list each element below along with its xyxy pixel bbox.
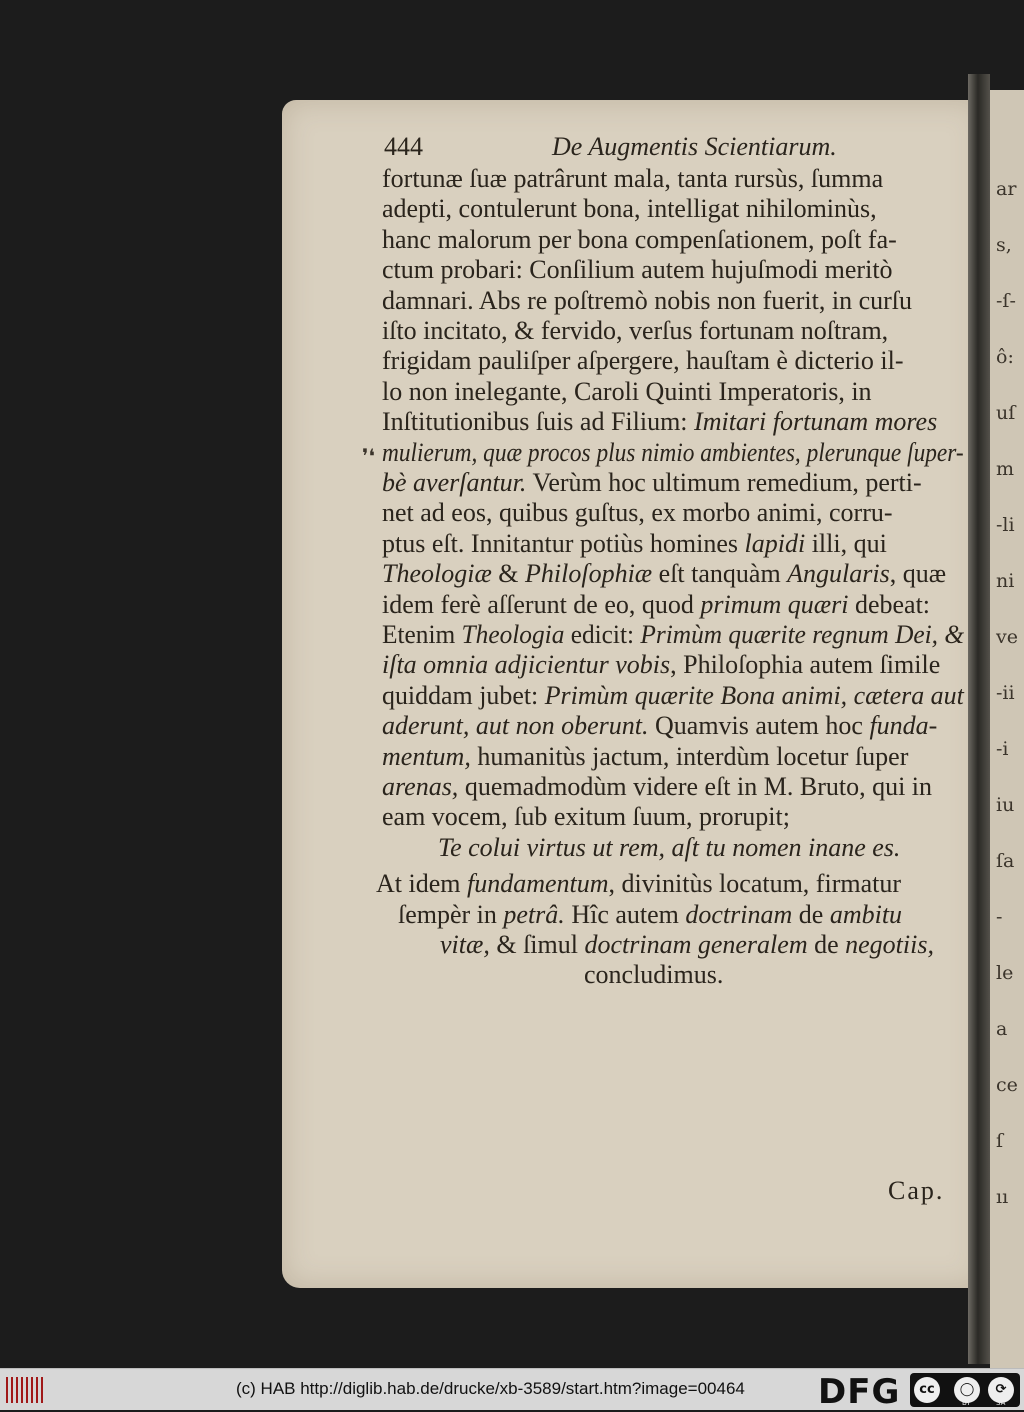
text-line xyxy=(382,377,872,407)
adjacent-page-fragment: ar xyxy=(996,178,1017,200)
roman-text: Hîc autem xyxy=(564,899,686,929)
adjacent-page-fragment: -i xyxy=(996,738,1009,760)
italic-text: Primùm quærite regnum Dei, & xyxy=(640,620,965,649)
roman-text: At idem xyxy=(376,869,467,899)
roman-text: eſt tanquàm xyxy=(652,559,788,589)
dfg-logo[interactable]: DFG xyxy=(818,1372,901,1412)
catchword: Cap. xyxy=(888,1176,945,1205)
adjacent-page-fragment: ni xyxy=(996,570,1015,592)
adjacent-page-fragment: -ſ- xyxy=(996,290,1016,312)
text-line xyxy=(440,930,934,960)
italic-text: Theologia xyxy=(461,620,565,649)
roman-text: quiddam jubet: xyxy=(382,680,545,710)
adjacent-page-fragment: ſ xyxy=(996,1130,1004,1152)
roman-text: net ad eos, quibus guſtus, ex morbo animi, corru- xyxy=(382,498,893,528)
text-line xyxy=(382,255,893,285)
italic-text: funda- xyxy=(869,711,938,741)
roman-text: ptus eſt. Innitantur potiùs homines xyxy=(382,528,745,558)
roman-text: hanc malorum per bona compenſationem, poſt fa- xyxy=(382,224,897,254)
italic-text: mentum, xyxy=(382,741,471,771)
text-line xyxy=(382,529,887,559)
roman-text: fortunæ ſuæ patrârunt mala, tanta rursùs, ſumma xyxy=(382,164,884,193)
roman-text: , Philoſophia autem ſimile xyxy=(670,650,941,680)
text-line xyxy=(382,590,930,620)
italic-text: Angularis xyxy=(787,559,890,589)
adjacent-page-fragment: s, xyxy=(996,234,1012,256)
adjacent-page-fragment: le xyxy=(996,962,1014,984)
copyright-link[interactable]: (c) HAB http://diglib.hab.de/drucke/xb-3589/start.htm?image=00464 xyxy=(236,1379,745,1398)
hab-logo-icon[interactable] xyxy=(6,1377,46,1403)
adjacent-page-fragment: uſ xyxy=(996,402,1016,424)
roman-text: adepti, contulerunt bona, intelligat nihilominùs, xyxy=(382,194,877,224)
text-line xyxy=(382,286,912,316)
text-line xyxy=(382,681,964,711)
text-line xyxy=(382,164,883,194)
adjacent-page-fragment: -li xyxy=(996,514,1015,536)
roman-text: , divinitùs locatum, firmatur xyxy=(608,869,901,899)
roman-text: illi, qui xyxy=(805,528,887,558)
roman-text: & xyxy=(491,559,526,589)
cc-icon: cc xyxy=(914,1377,940,1403)
text-line xyxy=(382,407,937,437)
italic-text: aderunt, aut non oberunt. xyxy=(382,711,649,741)
adjacent-page-fragment: ıı xyxy=(996,1186,1009,1208)
text-line xyxy=(382,316,888,346)
roman-text: idem ferè aſſerunt de eo, quod xyxy=(382,589,701,619)
roman-text: Quamvis autem hoc xyxy=(648,711,870,741)
italic-text: petrâ. xyxy=(503,899,565,929)
roman-text: damnari. Abs re poſtremò nobis non fuerit, in curſu xyxy=(382,285,913,315)
italic-text: Imitari fortunam mores xyxy=(694,407,938,437)
adjacent-page-fragment: ce xyxy=(996,1074,1018,1096)
roman-text: Verùm hoc ultimum remedium, perti- xyxy=(526,468,922,497)
roman-text: ſempèr in xyxy=(398,899,504,929)
italic-text: Philoſophiæ xyxy=(525,559,653,589)
text-line xyxy=(382,194,877,224)
adjacent-page-fragment: iu xyxy=(996,794,1015,816)
text-line xyxy=(382,225,897,255)
italic-text: Primùm quærite Bona animi, cætera aut xyxy=(544,680,964,710)
text-line xyxy=(438,833,900,863)
italic-text: vitæ, xyxy=(440,930,490,959)
roman-text: iſto incitato, & fervido, verſus fortunam noſtram, xyxy=(382,316,889,345)
adjacent-page-edge xyxy=(990,90,1024,1368)
italic-text: fundamentum xyxy=(467,869,609,899)
roman-text: & ſimul xyxy=(489,930,585,959)
sa-label: SA xyxy=(996,1399,1006,1407)
italic-text: negotiis, xyxy=(845,930,934,959)
sa-icon: ⟳ xyxy=(988,1377,1014,1403)
italic-text: Te colui virtus ut rem, aſt tu nomen inane es. xyxy=(438,832,901,862)
roman-text: debeat: xyxy=(848,589,931,619)
roman-text: frigidam pauliſper aſpergere, hauſtam è dicterio il- xyxy=(382,346,904,376)
adjacent-page-fragment: a xyxy=(996,1018,1008,1040)
adjacent-page-fragment: ve xyxy=(996,626,1018,648)
marginal-mark: ❜❛ xyxy=(362,446,375,468)
roman-text: quemadmodùm videre eſt in M. Bruto, qui in xyxy=(458,772,933,801)
roman-text: de xyxy=(807,930,846,959)
text-line xyxy=(382,468,922,498)
italic-text: doctrinam xyxy=(685,899,793,929)
roman-text: de xyxy=(792,899,830,929)
text-line xyxy=(382,346,903,376)
text-line xyxy=(584,960,723,990)
italic-text: Theologiæ xyxy=(382,559,492,589)
adjacent-page-fragment: -ii xyxy=(996,682,1015,704)
adjacent-page-fragment: - xyxy=(996,906,1003,928)
roman-text: ctum probari: Conſilium autem hujuſmodi meritò xyxy=(382,255,893,285)
italic-text: primum quæri xyxy=(700,589,849,619)
text-line xyxy=(382,802,790,832)
book-gutter xyxy=(968,74,990,1364)
italic-text: mulierum, quæ procos plus nimio ambientes, plerunque ſuper- xyxy=(382,437,964,467)
italic-text: arenas, xyxy=(382,772,459,801)
text-line xyxy=(382,772,932,802)
italic-text: doctrinam generalem xyxy=(584,930,808,959)
roman-text: lo non inelegante, Caroli Quinti Imperatoris, in xyxy=(382,376,872,406)
text-line xyxy=(382,498,893,528)
text-line xyxy=(382,437,964,468)
roman-text: concludimus. xyxy=(584,960,724,990)
text-line xyxy=(398,900,902,930)
roman-text: , quæ xyxy=(889,559,947,589)
viewer-footer xyxy=(0,1368,1024,1410)
text-line xyxy=(382,711,937,741)
text-line xyxy=(376,869,901,899)
text-line xyxy=(382,650,940,680)
italic-text: iſta omnia adjicientur vobis xyxy=(382,650,671,680)
running-head: De Augmentis Scientiarum. xyxy=(552,132,837,161)
adjacent-page-fragment: ô: xyxy=(996,346,1014,368)
roman-text: humanitùs jactum, interdùm locetur ſuper xyxy=(470,741,909,771)
text-line xyxy=(382,559,946,589)
cc-license-badge[interactable] xyxy=(910,1373,1020,1407)
roman-text: Etenim xyxy=(382,620,462,649)
by-label: BY xyxy=(962,1399,971,1407)
italic-text: ambitu xyxy=(829,899,903,929)
adjacent-page-fragment: m xyxy=(996,458,1015,480)
adjacent-page-fragment: ſa xyxy=(996,850,1015,872)
roman-text: edicit: xyxy=(564,620,641,649)
text-line xyxy=(382,742,908,772)
page-number: 444 xyxy=(384,132,423,161)
by-icon: ◯ xyxy=(954,1377,980,1403)
italic-text: lapidi xyxy=(744,528,806,558)
roman-text: eam vocem, ſub exitum ſuum, prorupit; xyxy=(382,802,790,832)
italic-text: bè averſantur. xyxy=(382,468,527,497)
text-line xyxy=(382,620,965,650)
roman-text: Inſtitutionibus ſuis ad Filium: xyxy=(382,407,695,437)
